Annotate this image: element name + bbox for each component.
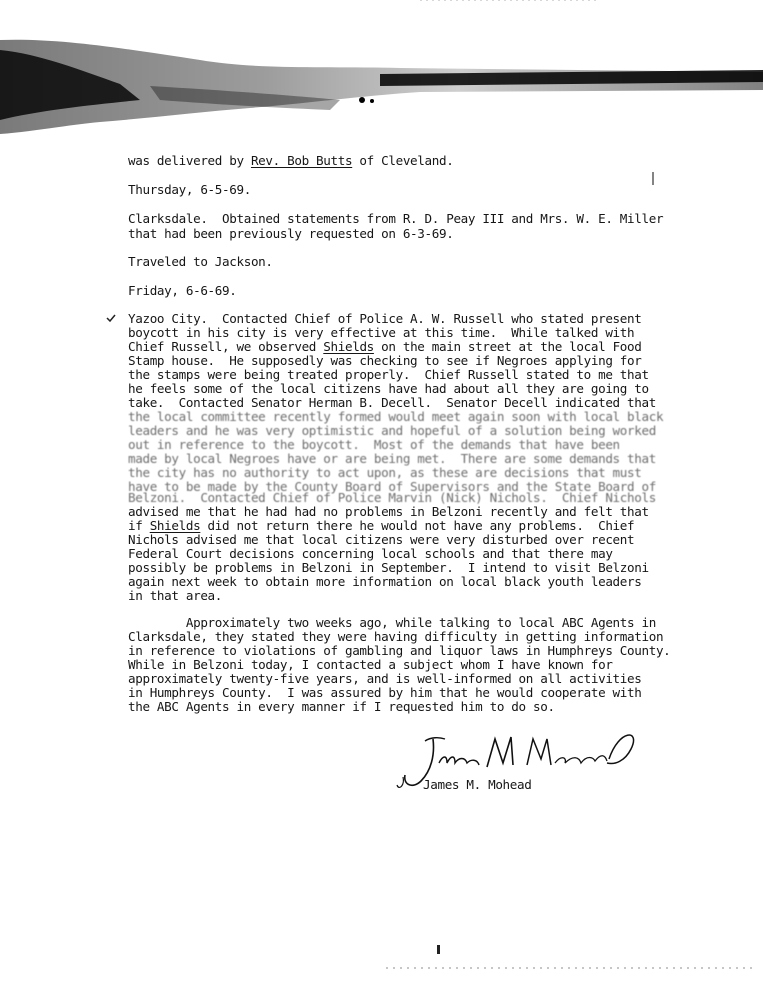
person-name: Rev. Bob Butts bbox=[250, 153, 353, 168]
belzoni-line-4: Nichols advised me that local citizens were very disturbed over recent bbox=[128, 532, 635, 547]
yazoo-line-10: out in reference to the boycott. Most of the demands that have been bbox=[128, 437, 620, 452]
date-thursday: Thursday, 6-5-69. bbox=[128, 182, 251, 197]
photocopy-smear bbox=[0, 0, 763, 140]
belzoni-line-1: Belzoni. Contacted Chief of Police Marvin (Nick) Nichols. Chief Nichols bbox=[128, 490, 656, 505]
yazoo-line-11: made by local Negroes have or are being met. There are some demands that bbox=[128, 451, 656, 466]
traveled-line: Traveled to Jackson. bbox=[128, 254, 273, 269]
belzoni-line-7: again next week to obtain more information on local black youth leaders bbox=[128, 574, 642, 589]
signer-name: James M. Mohead bbox=[423, 777, 532, 792]
margin-tick-mark bbox=[106, 313, 116, 323]
belzoni-line-2: advised me that he had had no problems in Belzoni recently and felt that bbox=[128, 504, 649, 519]
clarksdale-line-2: that had been previously requested on 6-3-69. bbox=[128, 226, 454, 241]
abc-line-6: in Humphreys County. I was assured by him that he would cooperate with bbox=[128, 685, 642, 700]
yazoo-line-7: take. Contacted Senator Herman B. Decell. Senator Decell indicated that bbox=[128, 395, 656, 410]
yazoo-line-6: he feels some of the local citizens have had about all they are going to bbox=[128, 381, 649, 396]
yazoo-line-3: Chief Russell, we observed Shields on the main street at the local Food bbox=[128, 339, 642, 354]
abc-line-5: approximately twenty-five years, and is well-informed on all activities bbox=[128, 671, 642, 686]
yazoo-line-1: Yazoo City. Contacted Chief of Police A. W. Russell who stated present bbox=[128, 311, 642, 326]
belzoni-line-5: Federal Court decisions concerning local schools and that there may bbox=[128, 546, 613, 561]
yazoo-line-8: the local committee recently formed would meet again soon with local black bbox=[128, 409, 664, 424]
yazoo-line-2: boycott in his city is very effective at this time. While talked with bbox=[128, 325, 635, 340]
belzoni-line-8: in that area. bbox=[128, 588, 223, 603]
scan-speck bbox=[436, 945, 442, 955]
date-friday: Friday, 6-6-69. bbox=[128, 283, 237, 298]
yazoo-line-12: the city has no authority to act upon, as these are decisions that must bbox=[128, 465, 642, 480]
abc-line-1: Approximately two weeks ago, while talking to local ABC Agents in bbox=[128, 615, 656, 630]
belzoni-line-6: possibly be problems in Belzoni in September. I intend to visit Belzoni bbox=[128, 560, 649, 575]
scan-bottom-dots bbox=[386, 965, 756, 971]
person-name: Shields bbox=[323, 339, 374, 354]
abc-line-3: in reference to violations of gambling and liquor laws in Humphreys County. bbox=[128, 643, 671, 658]
abc-line-4: While in Belzoni today, I contacted a subject whom I have known for bbox=[128, 657, 613, 672]
yazoo-line-5: the stamps were being treated properly. Chief Russell stated to me that bbox=[128, 367, 649, 382]
belzoni-line-3: if Shields did not return there he would not have any problems. Chief bbox=[128, 518, 635, 533]
yazoo-line-13: have to be made by the County Board of Supervisors and the State Board of bbox=[128, 479, 656, 494]
yazoo-line-4: Stamp house. He supposedly was checking to see if Negroes applying for bbox=[128, 353, 642, 368]
opening-line: was delivered by Rev. Bob Butts of Cleveland. bbox=[128, 153, 454, 168]
yazoo-line-9: leaders and he was very optimistic and hopeful of a solution being worked bbox=[128, 423, 656, 438]
clarksdale-line-1: Clarksdale. Obtained statements from R. D. Peay III and Mrs. W. E. Miller bbox=[128, 211, 664, 226]
abc-line-2: Clarksdale, they stated they were having difficulty in getting information bbox=[128, 629, 664, 644]
abc-line-7: the ABC Agents in every manner if I requested him to do so. bbox=[128, 699, 555, 714]
margin-speck bbox=[650, 172, 656, 186]
person-name: Shields bbox=[149, 518, 201, 533]
